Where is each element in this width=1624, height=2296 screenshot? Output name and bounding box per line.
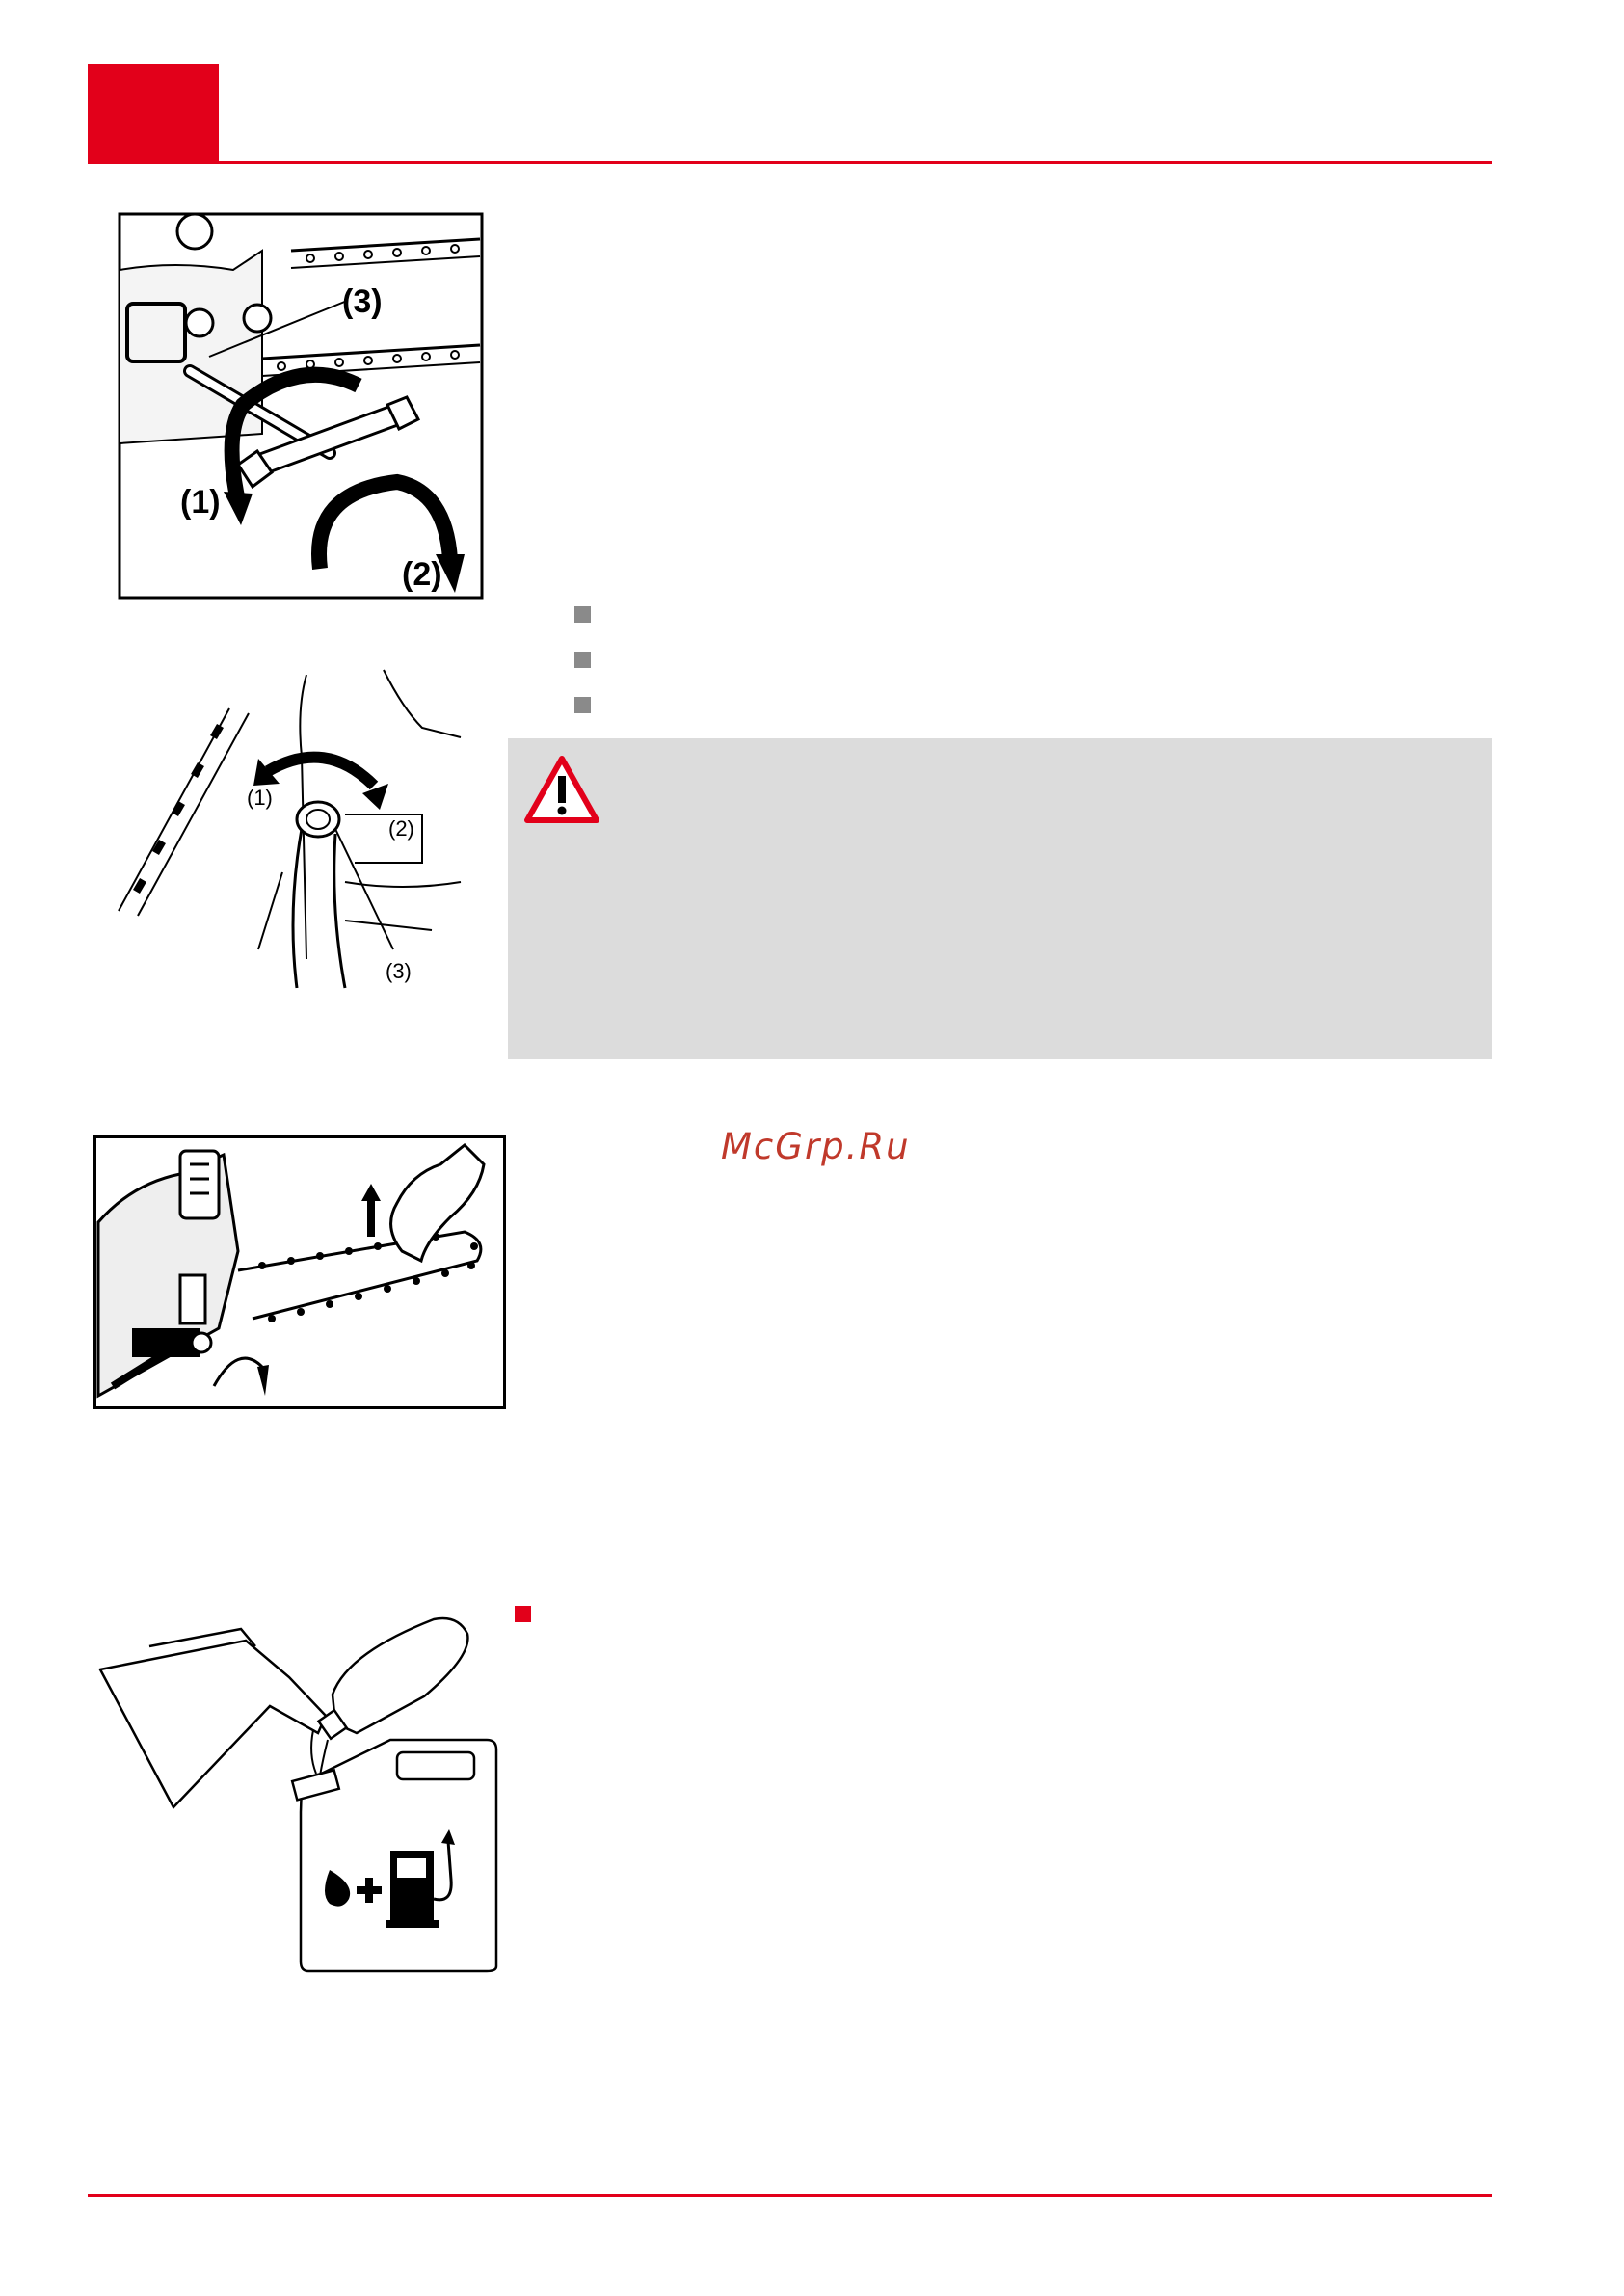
fig1-label-2: (2)	[402, 556, 442, 593]
fig2-label-3: (3)	[386, 959, 412, 983]
list-bullet	[574, 606, 591, 623]
figure-bar-nut-spanner	[118, 212, 484, 600]
watermark: McGrp.Ru	[721, 1126, 911, 1167]
fig2-label-1: (1)	[247, 786, 273, 810]
list-bullet	[574, 697, 591, 713]
fig1-label-1: (1)	[180, 484, 221, 521]
figure-lift-bar-tip	[93, 1135, 506, 1409]
fig1-label-3: (3)	[342, 283, 383, 320]
warning-triangle-icon	[523, 755, 600, 824]
fig2-label-2: (2)	[388, 816, 414, 841]
figure-chain-tension-screw	[114, 670, 461, 998]
figure-fuel-mixing	[96, 1610, 506, 1974]
header-rule	[88, 161, 1492, 164]
section-color-block	[88, 64, 219, 163]
list-bullet	[574, 652, 591, 668]
section-bullet	[515, 1606, 531, 1622]
warning-box	[508, 738, 1492, 1059]
footer-rule	[88, 2194, 1492, 2197]
